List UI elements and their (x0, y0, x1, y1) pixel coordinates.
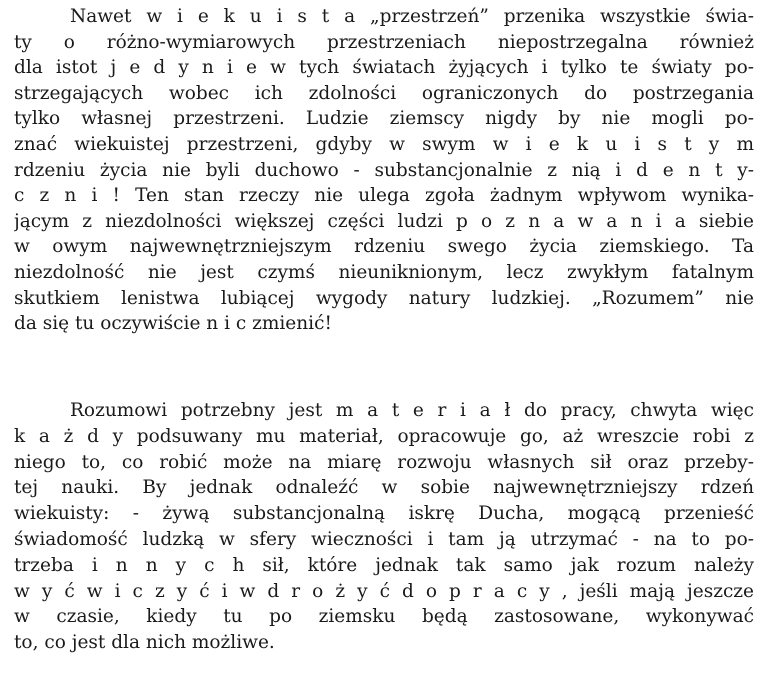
text-line: to, co jest dla nich możliwe. (14, 632, 275, 654)
text-line: da się tu oczywiście n i c zmienić! (14, 313, 332, 335)
text-line: rdzeniu życia nie byli duchowo - substancjonalnie z nią i d e n t y- (14, 159, 754, 181)
text-line: tylko własnej przestrzeni. Ludzie ziemscy nigdy by nie mogli po- (14, 108, 754, 130)
paragraph-1 (14, 4, 754, 337)
text-line: strzegających wobec ich zdolności ograniczonych do postrzegania (14, 82, 754, 104)
text-line: jącym z niezdolności większej części ludzi p o z n a w a n i a siebie (14, 210, 754, 232)
text-line: znać wiekuistej przestrzeni, gdyby w swym w i e k u i s t y m (14, 133, 754, 155)
text-line: w czasie, kiedy tu po ziemsku będą zastosowane, wykonywać (14, 606, 754, 628)
text-line: dla istot j e d y n i e w tych światach żyjących i tylko te światy po- (14, 57, 754, 79)
text-line: Nawet w i e k u i s t a „przestrzeń” przenika wszystkie świa- (70, 6, 754, 27)
text-line: niezdolność nie jest czymś nieuniknionym, lecz zwykłym fatalnym (14, 261, 754, 283)
text-line: c z n i ! Ten stan rzeczy nie ulega zgoła żadnym wpływom wynika- (14, 185, 754, 207)
paragraph-2 (14, 398, 754, 656)
text-line: Rozumowi potrzebny jest m a t e r i a ł do pracy, chwyta więc (70, 400, 754, 421)
text-line: w y ć w i c z y ć i w d r o ż y ć d o p r a c y , jeśli mają jeszcze (14, 580, 754, 602)
text-line: skutkiem lenistwa lubiącej wygody natury ludzkiej. „Rozumem” nie (14, 287, 754, 309)
text-line: w owym najwewnętrzniejszym rdzeniu swego życia ziemskiego. Ta (14, 236, 754, 258)
text-line: niego to, co robić może na miarę rozwoju własnych sił oraz przeby- (14, 451, 754, 473)
text-line: ty o różno-wymiarowych przestrzeniach niepostrzegalna również (14, 31, 754, 53)
text-line: świadomość ludzką w sfery wieczności i tam ją utrzymać - na to po- (14, 528, 754, 550)
text-line: tej nauki. By jednak odnaleźć w sobie najwewnętrzniejszy rdzeń (14, 477, 754, 499)
text-line: wiekuisty: - żywą substancjonalną iskrę Ducha, mogącą przenieść (14, 503, 754, 525)
text-line: k a ż d y podsuwany mu materiał, opracowuje go, aż wreszcie robi z (14, 425, 754, 447)
text-line: trzeba i n n y c h sił, które jednak tak samo jak rozum należy (14, 554, 754, 576)
